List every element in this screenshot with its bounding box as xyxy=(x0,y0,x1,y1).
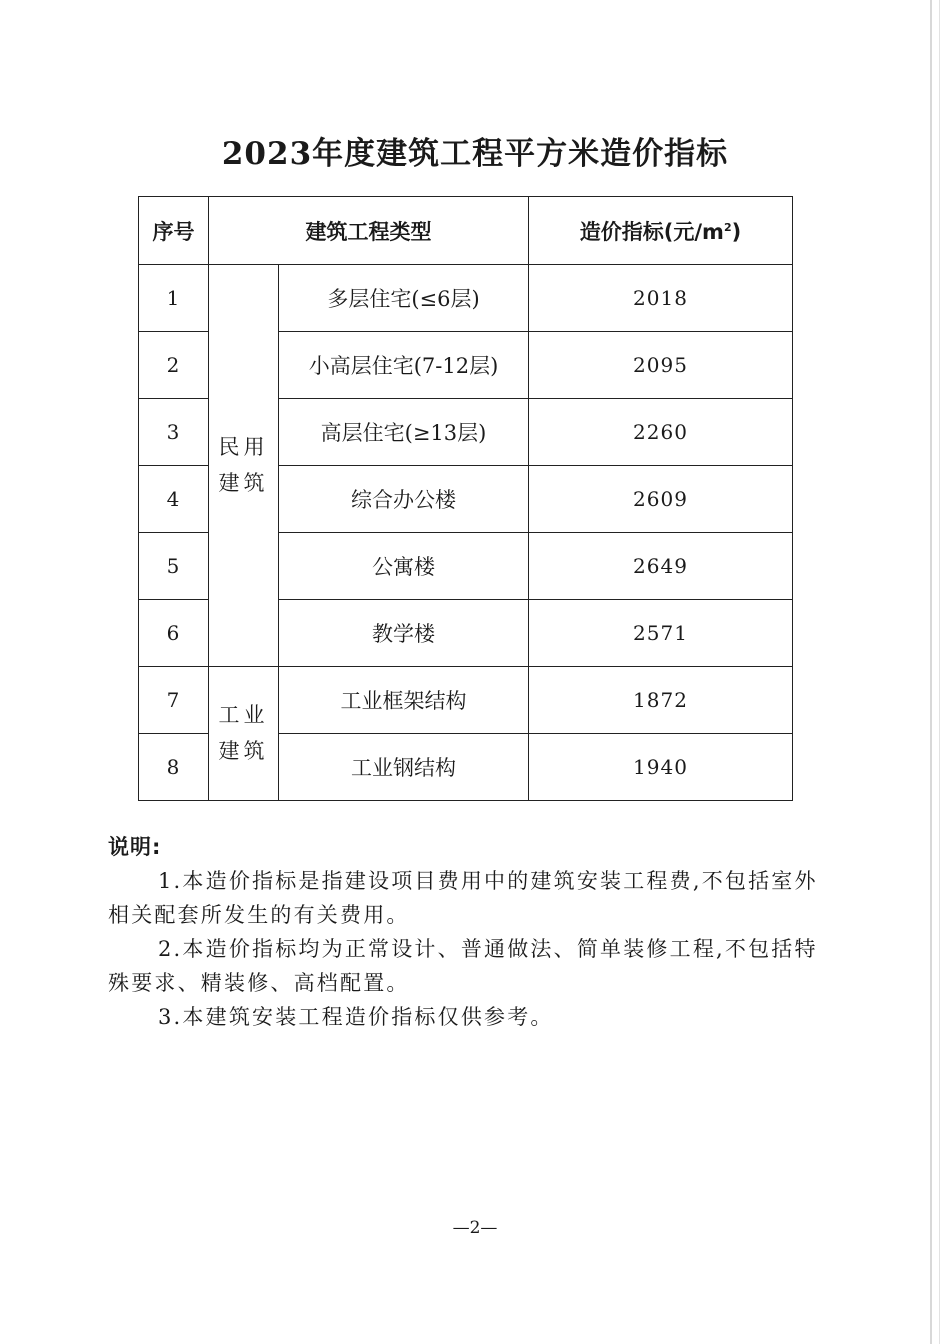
note-item: 2.本造价指标均为正常设计、普通做法、简单装修工程,不包括特殊要求、精装修、高档配置。 xyxy=(108,937,818,995)
row-seq: 4 xyxy=(139,466,209,533)
row-type: 教学楼 xyxy=(279,600,529,667)
row-value: 2018 xyxy=(529,265,793,332)
row-type: 高层住宅(≥13层) xyxy=(279,399,529,466)
header-index: 造价指标(元$/m^2$) xyxy=(529,197,793,265)
row-value: 1940 xyxy=(529,734,793,801)
row-type: 小高层住宅(7-12层) xyxy=(279,332,529,399)
row-value: 2095 xyxy=(529,332,793,399)
row-value: 1872 xyxy=(529,667,793,734)
row-seq: 3 xyxy=(139,399,209,466)
header-type: 建筑工程类型 xyxy=(209,197,529,265)
row-value: 2609 xyxy=(529,466,793,533)
row-seq: 2 xyxy=(139,332,209,399)
row-type: 综合办公楼 xyxy=(279,466,529,533)
category-civil: 民用 建筑 xyxy=(209,265,279,667)
notes-heading: 说明: xyxy=(108,835,162,859)
row-type: 多层住宅(≤6层) xyxy=(279,265,529,332)
row-seq: 8 xyxy=(139,734,209,801)
notes-section xyxy=(108,830,828,1034)
row-seq: 5 xyxy=(139,533,209,600)
row-seq: 1 xyxy=(139,265,209,332)
row-type: 公寓楼 xyxy=(279,533,529,600)
category-industrial: 工业 建筑 xyxy=(209,667,279,801)
page-title: 2023年度建筑工程平方米造价指标 xyxy=(221,136,729,172)
table-header-row xyxy=(139,197,793,265)
cost-index-table xyxy=(138,196,793,801)
row-value: 2649 xyxy=(529,533,793,600)
header-seq: 序号 xyxy=(139,197,209,265)
row-value: 2571 xyxy=(529,600,793,667)
page-number: —2— xyxy=(452,1218,498,1238)
row-seq: 6 xyxy=(139,600,209,667)
row-type: 工业框架结构 xyxy=(279,667,529,734)
row-seq: 7 xyxy=(139,667,209,734)
scan-edge-light xyxy=(939,0,940,1344)
note-item: 1.本造价指标是指建设项目费用中的建筑安装工程费,不包括室外相关配套所发生的有关费用。 xyxy=(108,869,818,927)
scan-edge xyxy=(930,0,932,1344)
row-value: 2260 xyxy=(529,399,793,466)
note-item: 3.本建筑安装工程造价指标仅供参考。 xyxy=(158,1005,554,1029)
table-row xyxy=(139,667,793,734)
table-row xyxy=(139,265,793,332)
row-type: 工业钢结构 xyxy=(279,734,529,801)
